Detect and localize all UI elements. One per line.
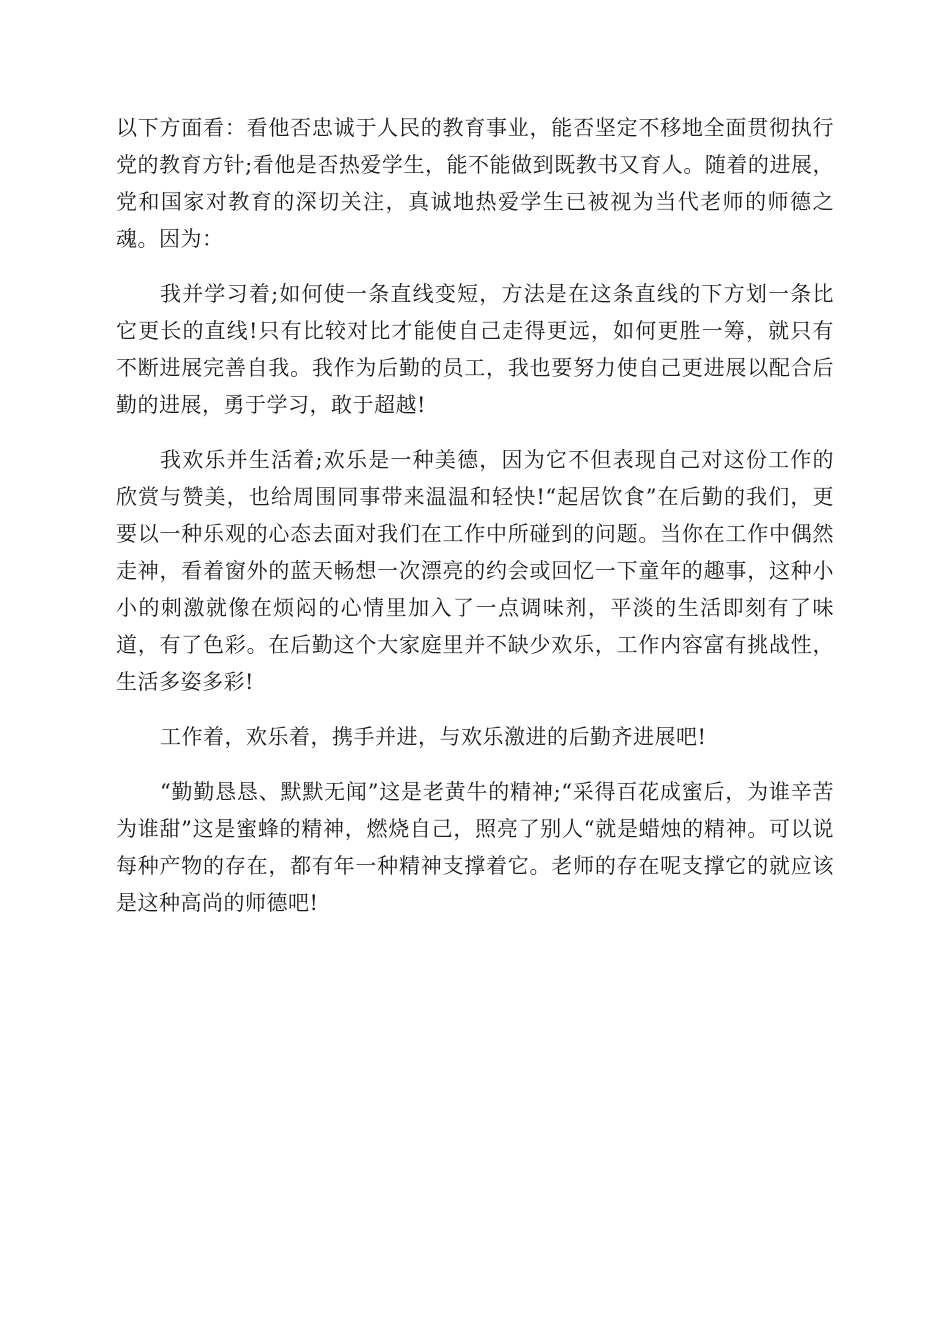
paragraph-1: 以下方面看：看他否忠诚于人民的教育事业，能否坚定不移地全面贯彻执行党的教育方针;看他是否热爱学生，能不能做到既教书又育人。随着的进展，党和国家对教育的深切关注，真诚地热爱学生已被视为当代老师的师德之魂。因为： — [116, 116, 834, 251]
paragraph-2: 我并学习着;如何使一条直线变短，方法是在这条直线的下方划一条比它更长的直线!只有比较对比才能使自己走得更远，如何更胜一筹，就只有不断进展完善自我。我作为后勤的员工，我也要努力使自己更进展以配合后勤的进展，勇于学习，敢于超越! — [116, 282, 834, 417]
paragraph-5: “勤勤恳恳、默默无闻”这是老黄牛的精神;“采得百花成蜜后，为谁辛苦为谁甜”这是蜜蜂的精神，燃烧自己，照亮了别人“就是蜡烛的精神。可以说每种产物的存在，都有年一种精神支撑着它。老师的存在呢支撑它的就应该是这种高尚的师德吧! — [116, 780, 834, 915]
paragraph-3: 我欢乐并生活着;欢乐是一种美德，因为它不但表现自己对这份工作的欣赏与赞美，也给周围同事带来温温和轻快!“起居饮食”在后勤的我们，更要以一种乐观的心态去面对我们在工作中所碰到的问题。当你在工作中偶然走神，看着窗外的蓝天畅想一次漂亮的约会或回忆一下童年的趣事，这种小小的刺激就像在烦闷的心情里加入了一点调味剂，平淡的生活即刻有了味道，有了色彩。在后勤这个大家庭里并不缺少欢乐，工作内容富有挑战性，生活多姿多彩! — [116, 448, 834, 694]
paragraph-4: 工作着，欢乐着，携手并进，与欢乐激进的后勤齐进展吧! — [160, 725, 707, 749]
document-body — [116, 110, 834, 940]
